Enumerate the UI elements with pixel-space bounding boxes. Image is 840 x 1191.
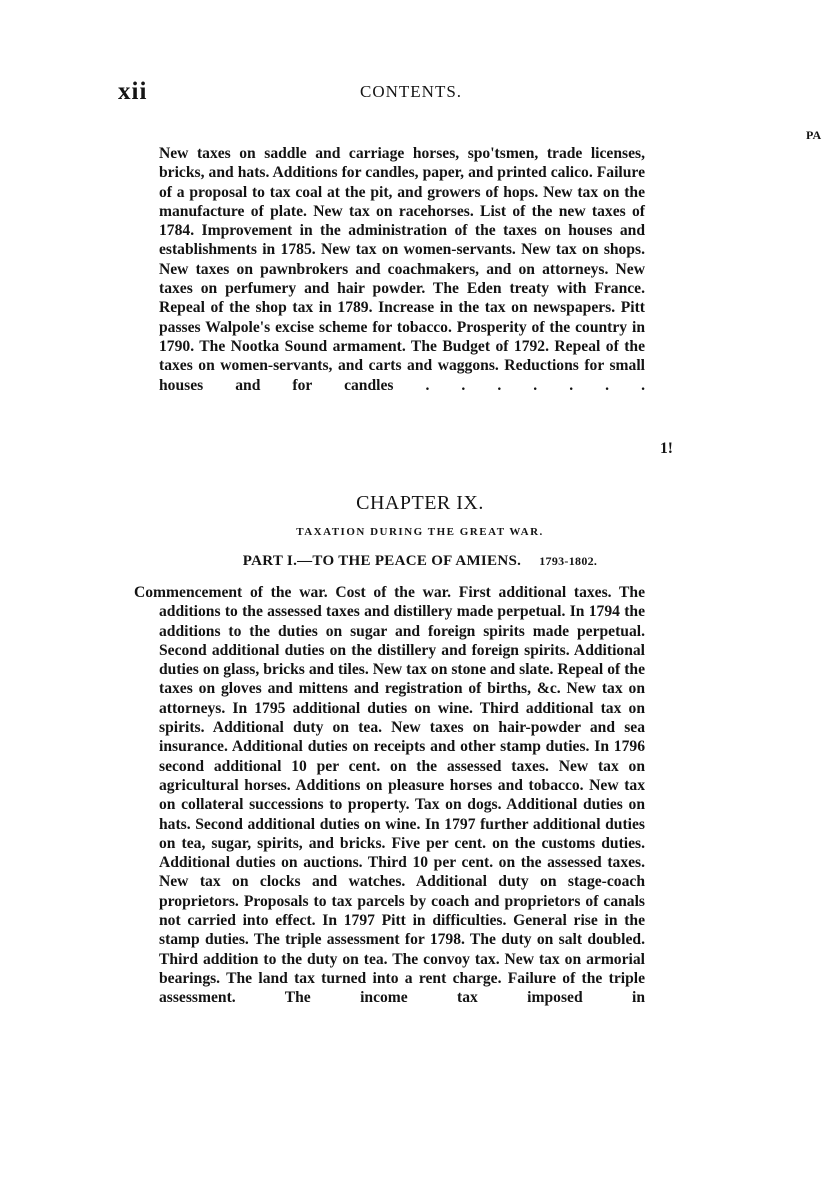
chapter-title: CHAPTER IX. (356, 492, 484, 514)
contents-paragraph-previous-chapter: New taxes on saddle and carriage horses, spo'tsmen, trade licenses, bricks, and hats. Additions for candles, paper, and printed calico. Failure of a proposal to tax coal at the pit, and growers of hops. New tax on the manufacture of plate. New tax on racehorses. List of the new taxes of 1784. Improvement in the administration of the taxes on houses and establishments in 1785. New tax on women-servants. New tax on shops. New taxes on pawnbrokers and coachmakers, and on attorneys. New taxes on perfumery and hair powder. The Eden treaty with France. Repeal of the shop tax in 1789. Increase in the tax on newspapers. Pitt passes Walpole's excise scheme for tobacco. Prosperity of the country in 1790. The Nootka Sound armament. The Budget of 1792. Repeal of the taxes on women-servants, and carts and waggons. Reductions for small houses and for candles . . . . . . . (159, 145, 645, 394)
part-date-range: 1793-1802. (539, 554, 598, 568)
running-head (0, 78, 840, 108)
running-title: CONTENTS. (360, 82, 463, 101)
chapter-subtitle: TAXATION DURING THE GREAT WAR. (296, 526, 544, 538)
part-title: PART I.—TO THE PEACE OF AMIENS. (242, 553, 522, 569)
page-reference: 1! (660, 440, 673, 457)
page-column-label: PA (806, 128, 822, 142)
page-folio: xii (118, 78, 148, 105)
part-heading (0, 553, 840, 570)
contents-paragraph-chapter-ix: Commencement of the war. Cost of the war. First additional taxes. The additions to the assessed taxes and distillery made perpetual. In 1794 the additions to the duties on sugar and foreign spirits made perpetual. Second additional duties on the distillery and foreign spirits. Additional duties on glass, bricks and tiles. New tax on stone and slate. Repeal of the taxes on gloves and mittens and registration of births, &c. New tax on attorneys. In 1795 additional duties on wine. Third additional tax on spirits. Additional duty on tea. New taxes on hair-powder and sea insurance. Additional duties on receipts and other stamp duties. In 1796 second additional 10 per cent. on the assessed taxes. New tax on agricultural horses. Additions on pleasure horses and tobacco. New tax on collateral successions to property. Tax on dogs. Additional duties on hats. Second additional duties on wine. In 1797 further additional duties on tea, sugar, spirits, and bricks. Five per cent. on the customs duties. Additional duties on auctions. Third 10 per cent. on the assessed taxes. New tax on clocks and watches. Additional duty on stage-coach proprietors. Proposals to tax parcels by coach and proprietors of canals not carried into effect. In 1797 Pitt in difficulties. General rise in the stamp duties. The triple assessment for 1798. The duty on salt doubled. Third addition to the duty on tea. The convoy tax. New tax on armorial bearings. The land tax turned into a rent charge. Failure of the triple assessment. The income tax imposed in (134, 584, 645, 1007)
